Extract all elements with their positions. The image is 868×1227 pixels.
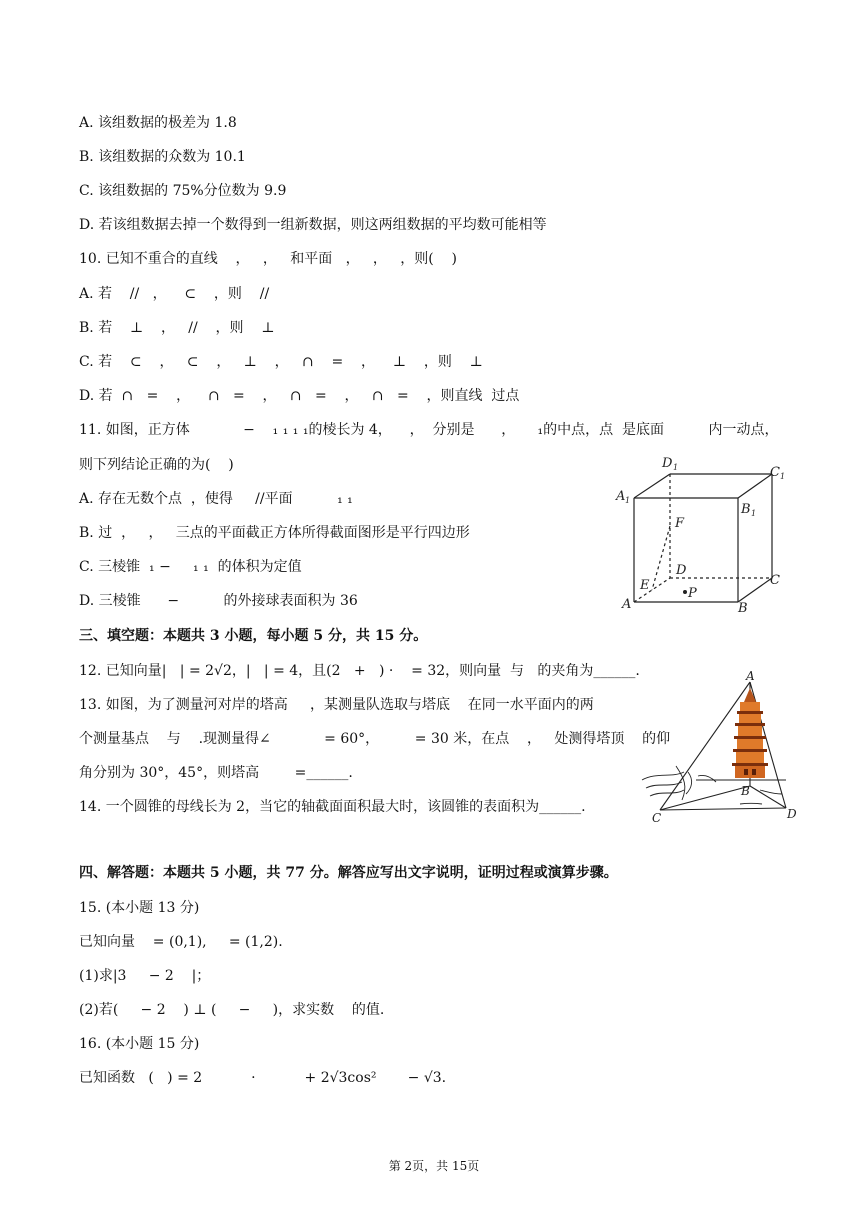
option-9c: C. 该组数据的 75%分位数为 9.9	[79, 183, 287, 199]
label-b: B	[738, 601, 748, 614]
label-p: P	[688, 586, 697, 601]
option-10d: D. 若 ∩ = ， ∩ = ， ∩ = ， ∩ = ，则直线 过点	[79, 388, 520, 404]
label-a1-sub: 1	[625, 496, 631, 505]
section-3-heading: 三、填空题：本题共 3 小题，每小题 5 分，共 15 分。	[79, 628, 428, 644]
label-tower-a: A	[746, 669, 755, 683]
label-b1-sub: 1	[751, 509, 757, 518]
label-b1: B	[741, 502, 751, 517]
label-f: F	[675, 516, 685, 531]
question-13-cont2: 角分别为 30°，45°，则塔高 =______.	[79, 765, 353, 781]
question-15-part1: (1)求|3 − 2 |；	[79, 968, 211, 984]
label-a1: A	[616, 489, 626, 504]
question-16-stem: 已知函数 ( ) = 2 · + 2√3cos² − √3.	[79, 1070, 447, 1086]
question-16: 16. (本小题 15 分)	[79, 1036, 200, 1052]
cube-figure	[612, 452, 792, 614]
question-15: 15. (本小题 13 分)	[79, 900, 200, 916]
option-11c: C. 三棱锥 ₁ − ₁ ₁ 的体积为定值	[79, 559, 302, 575]
option-11a: A. 存在无数个点 ，使得 //平面 ₁ ₁	[79, 491, 353, 507]
point-p	[683, 590, 687, 594]
question-11-cont: 则下列结论正确的为( )	[79, 457, 234, 473]
label-tower-c: C	[652, 811, 662, 825]
label-tower-d: D	[787, 807, 797, 821]
section-4-heading: 四、解答题：本题共 5 小题，共 77 分。解答应写出文字说明，证明过程或演算步骤。	[79, 865, 618, 881]
page-footer: 第 2页，共 15页	[388, 1159, 480, 1173]
question-10: 10. 已知不重合的直线 ， ， 和平面 ， ， ，则( )	[79, 251, 457, 267]
option-9a: A. 该组数据的极差为 1.8	[79, 115, 237, 131]
question-15-stem: 已知向量 = (0,1), = (1,2).	[79, 934, 283, 950]
label-tower-b: B	[741, 784, 750, 798]
tower-figure	[636, 668, 806, 826]
option-11d: D. 三棱锥 − 的外接球表面积为 36	[79, 593, 358, 609]
label-c: C	[770, 573, 780, 588]
question-15-part2: (2)若( − 2 ) ⊥ ( − )，求实数 的值.	[79, 1002, 385, 1018]
label-d1-sub: 1	[673, 463, 679, 472]
question-11: 11. 如图，正方体 − ₁ ₁ ₁ ₁的棱长为 4， ， 分别是 ， ₁的中点，点 是底面 内一动点，	[79, 422, 779, 438]
label-e: E	[640, 578, 650, 593]
question-13: 13. 如图，为了测量河对岸的塔高 ，某测量队选取与塔底 在同一水平面内的两	[79, 697, 594, 713]
label-d1: D	[662, 456, 673, 471]
option-10b: B. 若 ⊥ ， // ，则 ⊥	[79, 320, 275, 336]
label-c1: C	[770, 465, 780, 480]
option-11b: B. 过 ， ， 三点的平面截正方体所得截面图形是平行四边形	[79, 525, 470, 541]
question-13-cont: 个测量基点 与 .现测量得∠ = 60°， = 30 米，在点 ， 处测得塔顶 的仰	[79, 731, 671, 747]
question-12: 12. 已知向量| | = 2√2，| | = 4，且(2 + ) · = 32，则向量 与 的夹角为______.	[79, 663, 640, 679]
option-9d: D. 若该组数据去掉一个数得到一组新数据，则这两组数据的平均数可能相等	[79, 217, 547, 233]
label-c1-sub: 1	[780, 472, 786, 481]
pagoda-icon	[732, 688, 768, 778]
label-d: D	[676, 563, 687, 578]
label-a: A	[622, 597, 632, 612]
option-9b: B. 该组数据的众数为 10.1	[79, 149, 246, 165]
option-10c: C. 若 ⊂ ， ⊂ ， ⊥ ， ∩ = ， ⊥ ，则 ⊥	[79, 354, 483, 370]
question-14: 14. 一个圆锥的母线长为 2，当它的轴截面面积最大时，该圆锥的表面积为______.	[79, 799, 586, 815]
option-10a: A. 若 // ， ⊂ ，则 //	[79, 286, 270, 302]
